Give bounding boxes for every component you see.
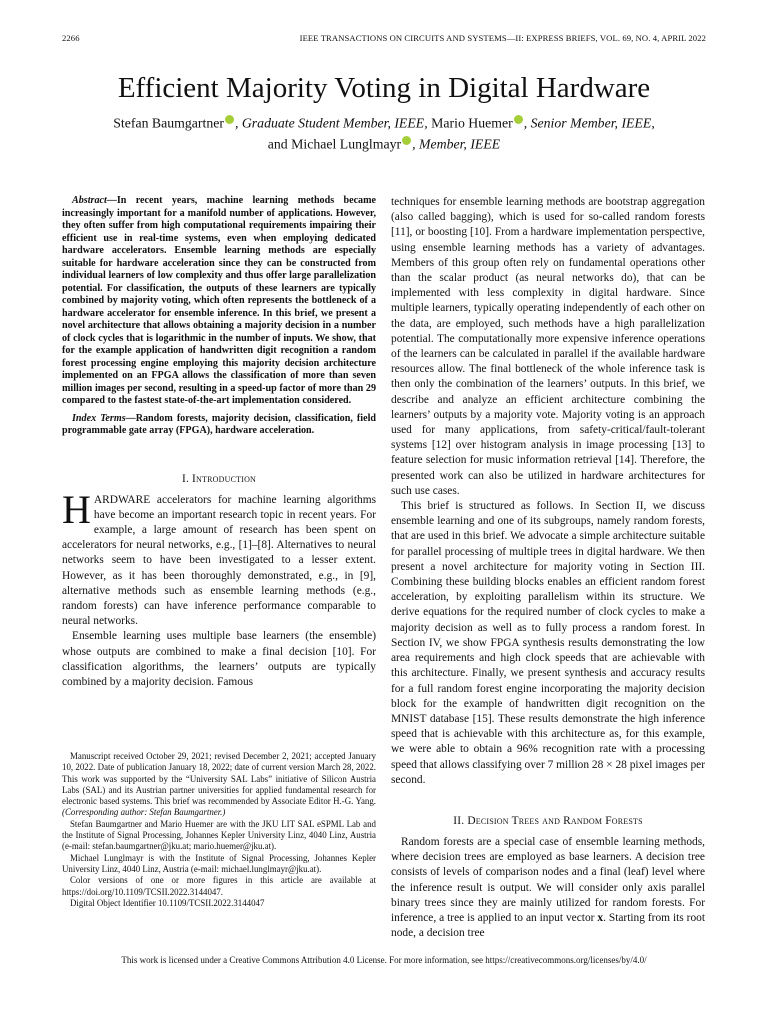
- input-vector: x: [597, 911, 604, 924]
- footnote-affiliation-1: Stefan Baumgartner and Mario Huemer are with the JKU LIT SAL eSPML Lab and the Institute of Signal Processing, Johannes Kepler University Linz, 4040 Linz, Austria (e-mail: stefan.baumgartner@jku.at; mario.huemer@jku.at).: [62, 818, 376, 852]
- footnote-manuscript: [62, 751, 376, 819]
- intro-paragraph-1-text: ARDWARE accelerators for machine learning algorithms have become an important research topic in recent years. For example, a large amount of research has been spent on accelerators for neural networks, e.g., [1]–[8]. Alternatives to neural networks seem to have been investigated to a lesser extent. However, as it has been thoroughly demonstrated, e.g., in [9], alternative methods such as ensemble learning methods (e.g., random forests) can have inference performance comparable to neural networks.: [62, 493, 376, 628]
- author-block: [0, 113, 768, 154]
- intro-paragraph-structure: This brief is structured as follows. In Section II, we discuss ensemble learning and one of its subgroups, namely random forests, that are used in this brief. We advocate a simple architecture suitable for parallel processing of multiple trees in digital hardware. We then present a novel architecture for majority voting in Section III. Combining these building blocks enables an efficient random forest acceleration, by exploiting parallelism within its structure. We derive equations for the required number of clock cycles to make a majority decision as well as to fully process a random forest. In Section IV, we show FPGA synthesis results demonstrating the low area requirements and high clock speeds that are achievable with this architecture. Finally, we present synthesis and accuracy results for a full random forest engine incorporating the majority decision block for the example of handwritten digit recognition on the MNIST database [15]. These results demonstrate the high inference speed that is achievable with this architecture as, for this example, we were able to obtain a 96% recognition rate with a processing speed that allows classifying over 7 million 28 × 28 pixel images per second.: [391, 500, 705, 786]
- author-role: , Member, IEEE: [412, 136, 501, 152]
- abstract: [62, 195, 376, 408]
- journal-header: IEEE TRANSACTIONS ON CIRCUITS AND SYSTEMS—II: EXPRESS BRIEFS, VOL. 69, NO. 4, APRIL 2022: [299, 33, 706, 43]
- drop-cap: H: [62, 486, 91, 532]
- intro-paragraph-2: Ensemble learning uses multiple base learners (the ensemble) whose outputs are combined to make a final decision [10]. For classification algorithms, the learners’ outputs are typically combined by a majority decision. Famous: [62, 630, 376, 688]
- footnote-text: Manuscript received October 29, 2021; revised December 2, 2021; accepted January 10, 2022. Date of publication January 18, 2022; date of current version March 28, 2022. This work was supported by the “University SAL Labs” initiative of Silicon Austria Labs (SAL) and its Austrian partner universities for applied fundamental research for electronic based systems. This brief was recommended by Associate Editor H.-G. Yang.: [62, 751, 376, 807]
- author-line-1: [0, 113, 768, 134]
- paper-title: Efficient Majority Voting in Digital Hardware: [117, 72, 651, 104]
- index-terms: [62, 413, 376, 438]
- orcid-icon[interactable]: [514, 115, 523, 124]
- section2-paragraph-1: [391, 835, 705, 941]
- index-terms-lead: Index Terms—: [72, 412, 136, 424]
- author-name: and Michael Lunglmayr: [267, 136, 402, 152]
- abstract-text: In recent years, machine learning methods became increasingly important for a manifold number of applications. However, they often suffer from high computational requirements impairing their efficient use in real-time systems, even when employing dedicated hardware accelerators. Ensemble learning methods are especially suitable for hardware acceleration since they can be constructed from individual learners of low complexity and thus offer large parallelization potential. For classification, the outputs of these learners are typically combined by majority voting, which often represents the bottleneck of a hardware accelerator for ensemble inference. In this brief, we present a novel architecture that allows obtaining a majority decision in a number of clock cycles that is logarithmic in the number of inputs. We show, that for the example application of handwritten digit recognition a random forest processing engine employing this majority decision architecture implemented on an FPGA allows the classification of more than seven million images per second, resulting in a speed-up factor of more than 29 compared to the fastest state-of-the-art implementation considered.: [62, 195, 376, 406]
- footnote-affiliation-2: Michael Lunglmayr is with the Institute of Signal Processing, Johannes Kepler University Linz, 4040 Linz, Austria (e-mail: michael.lunglmayr@jku.at).: [62, 852, 376, 874]
- footnote-block: [62, 751, 376, 909]
- author-role: , Senior Member, IEEE,: [523, 115, 655, 131]
- section-heading-decision-trees: II. Decision Trees and Random Forests: [453, 814, 643, 827]
- section2-text-b: . Starting from its root node, a decision tree: [391, 911, 706, 940]
- intro-paragraph-continued: techniques for ensemble learning methods are bootstrap aggregation (also called bagging), which is used for so-called random forests [11], or boosting [10]. From a hardware implementation perspective, using ensemble learning methods has a variety of advantages. Members of this group often rely on fundamental operations other than the scalar product (as neural networks do), that can be implemented with less complexity in digital hardware. Since multiple learners, typically operating independently of each other on the data, are employed, such methods have a high parallelization potential. The computationally more expensive inference operations of the learners can be calculated in parallel if the available hardware resources allow. The final bottleneck of the whole inference task is then only the combination of the learners’ outputs. In this brief, we describe and analyze an efficient architecture combining the learners’ outputs by a majority vote. Majority voting is an approach used for many applications, from safety-critical/fault-tolerant systems [12] over histogram analysis in image processing [13] to feature selection for music information retrieval [14]. Therefore, the presented work can also be utilized in hardware architectures for such use cases.: [391, 196, 705, 497]
- page-number: 2266: [62, 33, 80, 43]
- footnote-doi: Digital Object Identifier 10.1109/TCSII.2022.3144047: [70, 897, 265, 908]
- corresponding-author: (Corresponding author: Stefan Baumgartner.): [62, 807, 226, 818]
- orcid-icon[interactable]: [402, 136, 411, 145]
- orcid-icon[interactable]: [225, 115, 234, 124]
- section-heading-introduction: I. Introduction: [181, 472, 257, 485]
- license-footer: This work is licensed under a Creative Commons Attribution 4.0 License. For more information, see https://creativecommons.org/licenses/by/4.0/: [121, 955, 647, 965]
- abstract-lead: Abstract—: [72, 195, 117, 206]
- author-name: Mario Huemer: [427, 115, 513, 131]
- right-column: [391, 195, 705, 941]
- author-line-2: [0, 134, 768, 155]
- footnote-color-versions: Color versions of one or more figures in this article are available at https://doi.org/10.1109/TCSII.2022.3144047.: [62, 875, 376, 897]
- index-terms-text: Random forests, majority decision, classification, field programmable gate array (FPGA), hardware acceleration.: [62, 412, 376, 436]
- left-column: [62, 195, 376, 690]
- author-role: , Graduate Student Member, IEEE,: [234, 115, 428, 131]
- author-name: Stefan Baumgartner: [113, 115, 224, 131]
- section2-text-a: Random forests are a special case of ensemble learning methods, where decision trees are employed as base learners. A decision tree consists of levels of comparison nodes and a final (leaf) level where the inference result is output. We will consider only axis parallel binary trees since they are mainly utilized for random forests. For inference, a tree is applied to an input vector: [391, 835, 705, 924]
- intro-paragraph-1: [62, 486, 376, 630]
